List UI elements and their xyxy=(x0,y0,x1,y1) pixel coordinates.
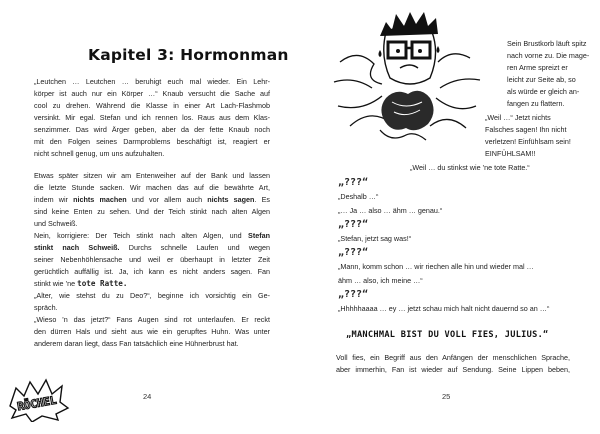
text-line: die letzte Stunde sacken. Wir machen das auf die bewährte Art, xyxy=(34,183,270,192)
emphasis-text: nichts machen xyxy=(73,195,127,204)
page-number-right: 25 xyxy=(442,392,451,401)
question-marks: „???“ xyxy=(338,289,369,300)
question-marks: „???“ xyxy=(338,219,369,230)
stylized-text: tote Ratte. xyxy=(77,279,128,288)
text-line: spräch. xyxy=(34,303,58,312)
dialogue-line: „… Ja … also … ähm … genau.“ xyxy=(338,206,443,215)
roechel-sticker xyxy=(6,376,70,422)
text-line: Etwas später sitzen wir am Entenweiher auf der Bank und lassen xyxy=(34,171,270,180)
caption-line: als würde er gleich an- xyxy=(507,87,580,96)
text-line: stinkt nach Schweiß. Durchs schnelle Laufen und wegen xyxy=(34,243,271,252)
caption-line: fangen zu flattern. xyxy=(507,99,565,108)
caption-line: „Weil … du stinkst wie ’ne tote Ratte.“ xyxy=(410,163,530,172)
text-line: seiner Nebenhöhlensache und weil er überhaupt in letzter Zeit xyxy=(34,255,270,264)
dialogue-line: „Deshalb …“ xyxy=(338,192,379,201)
text-line: cool zu drehen. Während die Klasse in einer Art Lach-Flashmob xyxy=(34,101,270,110)
emphasis-text: stinkt nach Schweiß. xyxy=(34,243,120,252)
text-line: anderem daran liegt, dass Fan tatsächlich eine Hühnerbrust hat. xyxy=(34,339,239,348)
dialogue-line: „Mann, komm schon … wir riechen alle hin und wieder mal … xyxy=(338,262,534,271)
dialogue-block xyxy=(338,176,568,316)
dialogue-line: „Hhhhhaaaa … ey … jetzt schau mich halt nicht dauernd so an …“ xyxy=(338,304,550,313)
text-line: nicht schnell genug, um uns aufzuhalten. xyxy=(34,149,165,158)
paragraph-opening xyxy=(34,76,270,160)
question-marks: „???“ xyxy=(338,247,369,258)
text-line: senzimmer. Das wird Ärger geben, aber da der fette Knaub noch xyxy=(34,125,270,134)
caption-line: „Weil …“ Jetzt nichts xyxy=(485,113,551,122)
text-line: mit den Folgen seines Darmproblems beschäftigt ist, reagiert er xyxy=(34,137,270,146)
page-number-left: 24 xyxy=(143,392,152,401)
text-line: Voll fies, ein Begriff aus den Anfängen der menschlichen Sprache, xyxy=(336,353,570,362)
text-line: und Schweiß. xyxy=(34,219,78,228)
caption-line: nach vorne zu. Die mage- xyxy=(507,51,590,60)
roechel-label: RÖCHEL xyxy=(16,393,58,414)
caption-line: Sein Brustkorb läuft spitz xyxy=(507,39,587,48)
text-line: „Leutchen … Leutchen … beruhigt euch mal wieder. Ein Lehr- xyxy=(34,77,270,86)
text-line: aber immerhin, Fan ist wieder auf Sendung. Seine Lippen beben, xyxy=(336,365,570,374)
caption-line: EINFÜHLSAM!! xyxy=(485,149,536,158)
question-marks: „???“ xyxy=(338,177,369,188)
text-line: den dürren Hals und sieht aus wie ein gerupftes Huhn. Was unter xyxy=(34,327,270,336)
dialogue-line: ähm … also, ich meine …“ xyxy=(338,276,423,285)
text-line: indem wir nichts machen und vor allem auch nichts sagen. Es xyxy=(34,195,270,204)
text-line: „Alter, wie stehst du zu Deo?“, beginne ich vorsichtig ein Ge- xyxy=(34,291,270,300)
text-line: gerüchtlich auffällig ist. Ja, ich kann es nicht anders sagen. Fan xyxy=(34,267,270,276)
text-line: Nein, korrigiere: Der Teich stinkt nach alten Algen, und Stefan xyxy=(34,231,270,240)
caption-line: ren Arme spreizt er xyxy=(507,63,568,72)
caption-line: leicht zur Seite ab, so xyxy=(507,75,576,84)
paragraph-pond xyxy=(34,170,270,350)
emphasis-text: Stefan xyxy=(248,231,270,240)
handwritten-line: „MANCHMAL BIST DU VOLL FIES, JULIUS.“ xyxy=(346,330,549,340)
closing-paragraph xyxy=(336,352,570,376)
chapter-title: Kapitel 3: Hormonman xyxy=(88,46,289,64)
emphasis-text: nichts sagen xyxy=(207,195,255,204)
dialogue-line: „Stefan, jetzt sag was!“ xyxy=(338,234,412,243)
text-line: „Wieso ’n das jetzt?“ Fans Augen sind rot unterlaufen. Er reckt xyxy=(34,315,270,324)
caption-line: Falsches sagen! Ihn nicht xyxy=(485,125,567,134)
right-page xyxy=(300,0,600,434)
text-line: körper ist auch nur ein Körper …“ Knaub versucht die Sache auf xyxy=(34,89,270,98)
text-line: sind keine Enten zu sehen. Und der Teich stinkt nach alten Algen xyxy=(34,207,270,216)
caption-line: verletzen! Einfühlsam sein! xyxy=(485,137,571,146)
text-line: stinkt wie ’ne tote Ratte. xyxy=(34,279,128,288)
text-line: versinkt. Mir egal. Stefan und ich rennen los. Raus aus dem Klas- xyxy=(34,113,270,122)
